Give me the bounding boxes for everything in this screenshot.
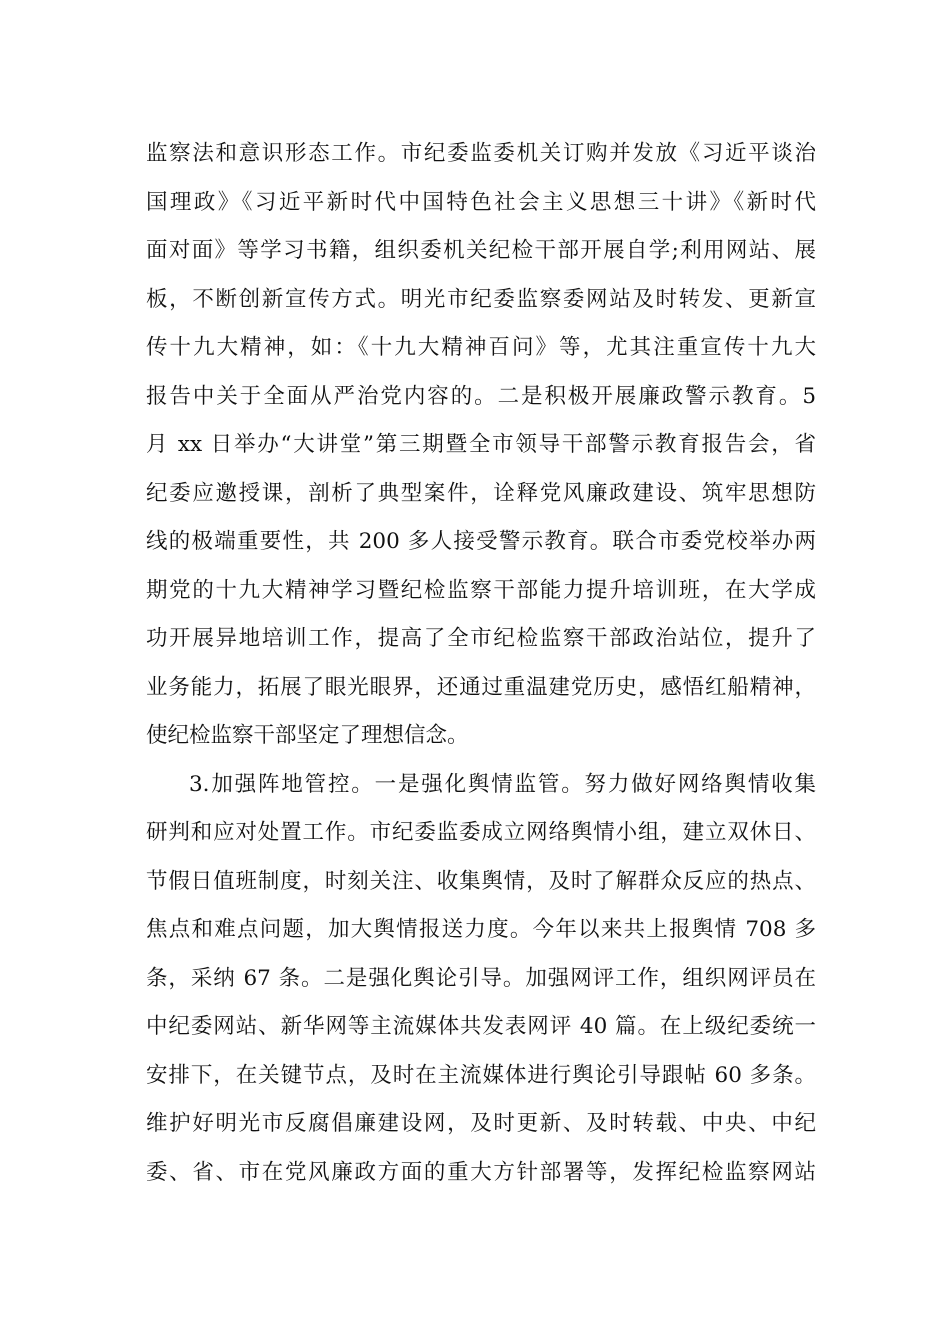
text-line: 线的极端重要性，共 200 多人接受警示教育。联合市委党校举办两 xyxy=(146,529,816,554)
document-body xyxy=(146,130,816,1197)
text-line: 研判和应对处置工作。市纪委监委成立网络舆情小组，建立双休日、 xyxy=(146,820,816,845)
text-line: 监察法和意识形态工作。市纪委监委机关订购并发放《习近平谈治 xyxy=(146,141,816,166)
text-line: 报告中关于全面从严治党内容的。二是积极开展廉政警示教育。5 xyxy=(146,383,816,409)
text-line: 功开展异地培训工作，提高了全市纪检监察干部政治站位，提升了 xyxy=(146,626,816,651)
text-line: 节假日值班制度，时刻关注、收集舆情，及时了解群众反应的热点、 xyxy=(146,868,816,894)
text-line: 委、省、市在党风廉政方面的重大方针部署等，发挥纪检监察网站 xyxy=(146,1159,816,1185)
text-line: 月 xx 日举办“大讲堂”第三期暨全市领导干部警示教育报告会，省 xyxy=(146,432,816,457)
text-line: 板，不断创新宣传方式。明光市纪委监察委网站及时转发、更新宣 xyxy=(146,286,816,312)
text-line: 条，采纳 67 条。二是强化舆论引导。加强网评工作，组织网评员在 xyxy=(146,965,816,991)
text-line: 维护好明光市反腐倡廉建设网，及时更新、及时转载、中央、中纪 xyxy=(146,1111,816,1136)
text-line: 安排下，在关键节点，及时在主流媒体进行舆论引导跟帖 60 多条。 xyxy=(146,1062,816,1088)
text-line: 国理政》《习近平新时代中国特色社会主义思想三十讲》《新时代 xyxy=(146,189,816,215)
paragraph-first-line: 3.加强阵地管控。一是强化舆情监管。努力做好网络舆情收集 xyxy=(189,771,816,797)
text-line: 期党的十九大精神学习暨纪检监察干部能力提升培训班，在大学成 xyxy=(146,577,816,603)
text-line: 面对面》等学习书籍，组织委机关纪检干部开展自学;利用网站、展 xyxy=(146,238,816,263)
text-line: 中纪委网站、新华网等主流媒体共发表网评 40 篇。在上级纪委统一 xyxy=(146,1014,816,1039)
text-line: 传十九大精神，如：《十九大精神百问》等，尤其注重宣传十九大 xyxy=(146,335,816,360)
text-line: 纪委应邀授课，剖析了典型案件，诠释党风廉政建设、筑牢思想防 xyxy=(146,480,816,506)
text-line: 业务能力，拓展了眼光眼界，还通过重温建党历史，感悟红船精神， xyxy=(146,674,816,700)
text-line: 使纪检监察干部坚定了理想信念。 xyxy=(146,723,469,748)
text-line: 焦点和难点问题，加大舆情报送力度。今年以来共上报舆情 708 多 xyxy=(146,917,816,942)
